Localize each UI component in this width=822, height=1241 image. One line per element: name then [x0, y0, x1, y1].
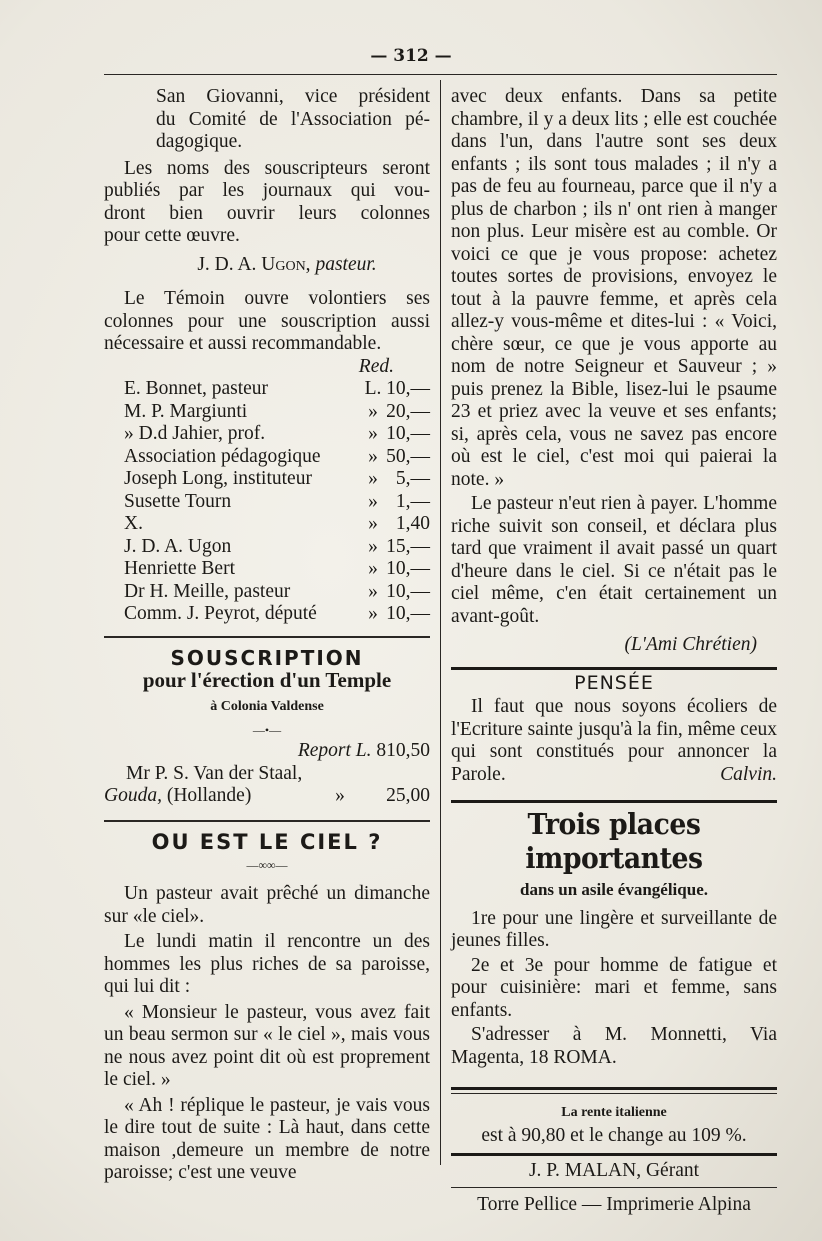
subscriber-amount: 20,— [386, 400, 430, 422]
section-rule [451, 1187, 777, 1188]
subscriber-currency: L. [364, 378, 382, 399]
subscriber-row [124, 401, 430, 424]
subscriber-row [124, 558, 430, 581]
rente-title: La rente italienne [561, 1105, 667, 1120]
ad-subtitle: dans un asile évangélique. [520, 880, 708, 899]
subscriber-amount: 1,— [395, 490, 430, 512]
subscriber-name: M. P. Margiunti [124, 400, 248, 422]
text-line: du Comité de l'Association pé- [156, 108, 430, 130]
subscriber-amount: 50,— [386, 445, 430, 467]
subscriber-currency: » [368, 558, 378, 579]
section-rule [104, 636, 430, 638]
signature-role: pasteur. [315, 253, 377, 275]
subscriber-row [124, 468, 430, 491]
souscription-place: à Colonia Valdense [210, 698, 324, 714]
section-rule [104, 820, 430, 822]
page-number: — 312 — [370, 46, 452, 66]
subscriber-name: Comm. J. Peyrot, député [124, 603, 317, 624]
article-paragraph: avec deux enfants. Dans sa petite chambre, il y a deux lits ; elle est couchée dans l'un, dans l'autre sont ses deux enfants ; ils sont tous malades ; il n'y a pas de feu au fourneau, parce que il n'y a plus de charbon ; ils n' ont rien à manger non plus. Leur misère est au comble. Or voici ce que je vous propose: achetez toutes sortes de provisions, envoyez le tout à la pauvre femme, et après cela allez-y vous-même et dites-lui : « Voici, chère sœur, ce que je vous apporte au nom de notre Seigneur et Sauveur ; » puis prenez la Bible, lisez-lui le psaume 23 et priez avec la veuve et ses enfants; si, après cela, vous ne savez pas encore où est le ciel, c'est moi qui paierai la note. » [451, 86, 777, 490]
subscriber-name: X. [124, 513, 143, 534]
ornament: —∞∞— [246, 858, 288, 872]
column-divider [440, 80, 441, 1165]
donor-row [104, 785, 430, 808]
subscriber-amount: 10,— [386, 558, 430, 579]
subscriber-amount: 10,— [386, 378, 430, 399]
report-label: Report L. [297, 740, 372, 761]
article-source: (L'Ami Chrétien) [624, 634, 757, 655]
section-rule [451, 1153, 777, 1156]
donor-country: (Hollande) [161, 785, 252, 806]
article-title: OU EST LE CIEL ? [151, 829, 383, 854]
pensee-paragraph [451, 696, 777, 786]
left-column [104, 86, 430, 1185]
text-line: colonnes pour une souscription aussi [104, 310, 430, 332]
article-body [104, 883, 430, 1185]
signature [144, 254, 430, 277]
subscriber-row [124, 423, 430, 446]
text-line: Le Témoin ouvre volontiers ses [124, 288, 430, 309]
intro-paragraph [104, 86, 430, 154]
header-rule [104, 74, 777, 75]
subscriber-currency: » [368, 513, 378, 534]
souscription-subtitle: pour l'érection d'un Temple [142, 668, 392, 692]
text-line: nécessaire et aussi recommandable. [104, 333, 382, 354]
publication-paragraph [104, 158, 430, 248]
subscriber-currency: » [368, 580, 378, 602]
section-rule [451, 1093, 777, 1094]
ad-title: Trois places importantes [525, 807, 703, 875]
gerant-line: J. P. MALAN, Gérant [528, 1160, 700, 1181]
signature-name: J. D. A. Ugon, [197, 253, 311, 275]
text-line: Les noms des souscripteurs seront [124, 157, 430, 179]
ornament: —•— [252, 723, 282, 737]
souscription-title: SOUSCRIPTION [170, 645, 364, 670]
temoin-paragraph [104, 288, 430, 356]
subscriber-amount: 1,40 [395, 513, 430, 534]
text-line: dront bien ouvrir leurs colonnes [104, 202, 430, 224]
subscriber-name: E. Bonnet, pasteur [124, 378, 269, 399]
section-rule [451, 667, 777, 670]
text-line: San Giovanni, vice président [156, 86, 430, 107]
donor-amount: 25,00 [386, 785, 430, 806]
subscriber-currency: » [368, 400, 378, 422]
ad-paragraph: 1re pour une lingère et surveillante de jeunes filles. [451, 907, 777, 951]
article-paragraph: « Monsieur le pasteur, vous avez fait un beau sermon sur « le ciel », mais vous ne nous avez point dit où est proprement le ciel. » [104, 1001, 430, 1090]
donor-currency: » [335, 785, 345, 806]
text-line: pour cette œuvre. [104, 225, 240, 246]
donor-location [104, 785, 310, 808]
right-column [451, 86, 777, 1216]
subscriber-name: Susette Tourn [124, 490, 232, 512]
subscriber-name: Joseph Long, instituteur [124, 468, 312, 489]
article-paragraph: Un pasteur avait prêché un dimanche sur «le ciel». [104, 883, 430, 927]
subscriber-row [124, 491, 430, 514]
red-label: Red. [358, 355, 394, 377]
subscriber-name: Association pédagogique [124, 445, 321, 467]
subscriber-amount: 10,— [386, 603, 430, 624]
text-line: publiés par les journaux qui vou- [104, 180, 430, 201]
subscriber-currency: » [368, 423, 378, 444]
section-rule [451, 800, 777, 803]
subscriber-currency: » [368, 490, 378, 512]
subscriber-name: » D.d Jahier, prof. [124, 423, 266, 444]
subscriber-row [124, 446, 430, 469]
subscriber-row [124, 513, 430, 536]
subscriber-list [104, 378, 430, 626]
subscriber-row [124, 603, 430, 626]
report-amount: 810,50 [376, 740, 430, 761]
subscriber-amount: 5,— [395, 468, 430, 489]
subscriber-currency: » [368, 445, 378, 467]
article-paragraph: « Ah ! réplique le pasteur, je vais vous le dire tout de suite : Là haut, dans cette maison ,demeure un membre de notre paroisse; c'est une veuve [104, 1094, 430, 1183]
subscriber-name: J. D. A. Ugon [124, 535, 232, 557]
donor-name: Mr P. S. Van der Staal, [126, 762, 303, 784]
subscriber-amount: 15,— [386, 535, 430, 557]
imprint-line: Torre Pellice — Imprimerie Alpina [477, 1193, 751, 1215]
subscriber-row [124, 536, 430, 559]
subscriber-currency: » [368, 468, 378, 489]
ad-paragraph: 2e et 3e pour homme de fatigue et pour cuisinière: mari et femme, sans enfants. [451, 954, 777, 1021]
subscriber-name: Dr H. Meille, pasteur [124, 580, 291, 602]
rente-text: est à 90,80 et le change au 109 %. [481, 1124, 747, 1146]
subscriber-amount: 10,— [386, 423, 430, 444]
article-paragraph: Le lundi matin il rencontre un des hommes les plus riches de sa paroisse, qui lui dit : [104, 931, 430, 997]
subscriber-currency: » [368, 603, 378, 624]
subscriber-currency: » [368, 535, 378, 557]
subscriber-amount: 10,— [386, 580, 430, 602]
pensee-text: Il faut que nous soyons écoliers de l'Ecriture sainte jusqu'à la fin, même ceux qui sont constitués pour annoncer la Parole. [451, 696, 777, 785]
subscriber-name: Henriette Bert [124, 558, 235, 579]
pensee-author: Calvin. [720, 763, 777, 785]
donor-city: Gouda, [104, 785, 162, 806]
subscriber-row [124, 581, 430, 604]
section-rule [451, 1087, 777, 1090]
text-line: dagogique. [156, 131, 243, 152]
pensee-title: PENSÉE [574, 671, 654, 694]
ad-paragraph: S'adresser à M. Monnetti, Via Magenta, 18 ROMA. [451, 1024, 777, 1068]
subscriber-row [124, 378, 430, 401]
article-paragraph: Le pasteur n'eut rien à payer. L'homme riche suivit son conseil, et déclara plus tard que vraiment il avait passé un quart d'heure dans le ciel. Si ce n'était pas le ciel même, c'en était certainement un avant-goût. [451, 493, 777, 627]
report-line [104, 740, 430, 763]
